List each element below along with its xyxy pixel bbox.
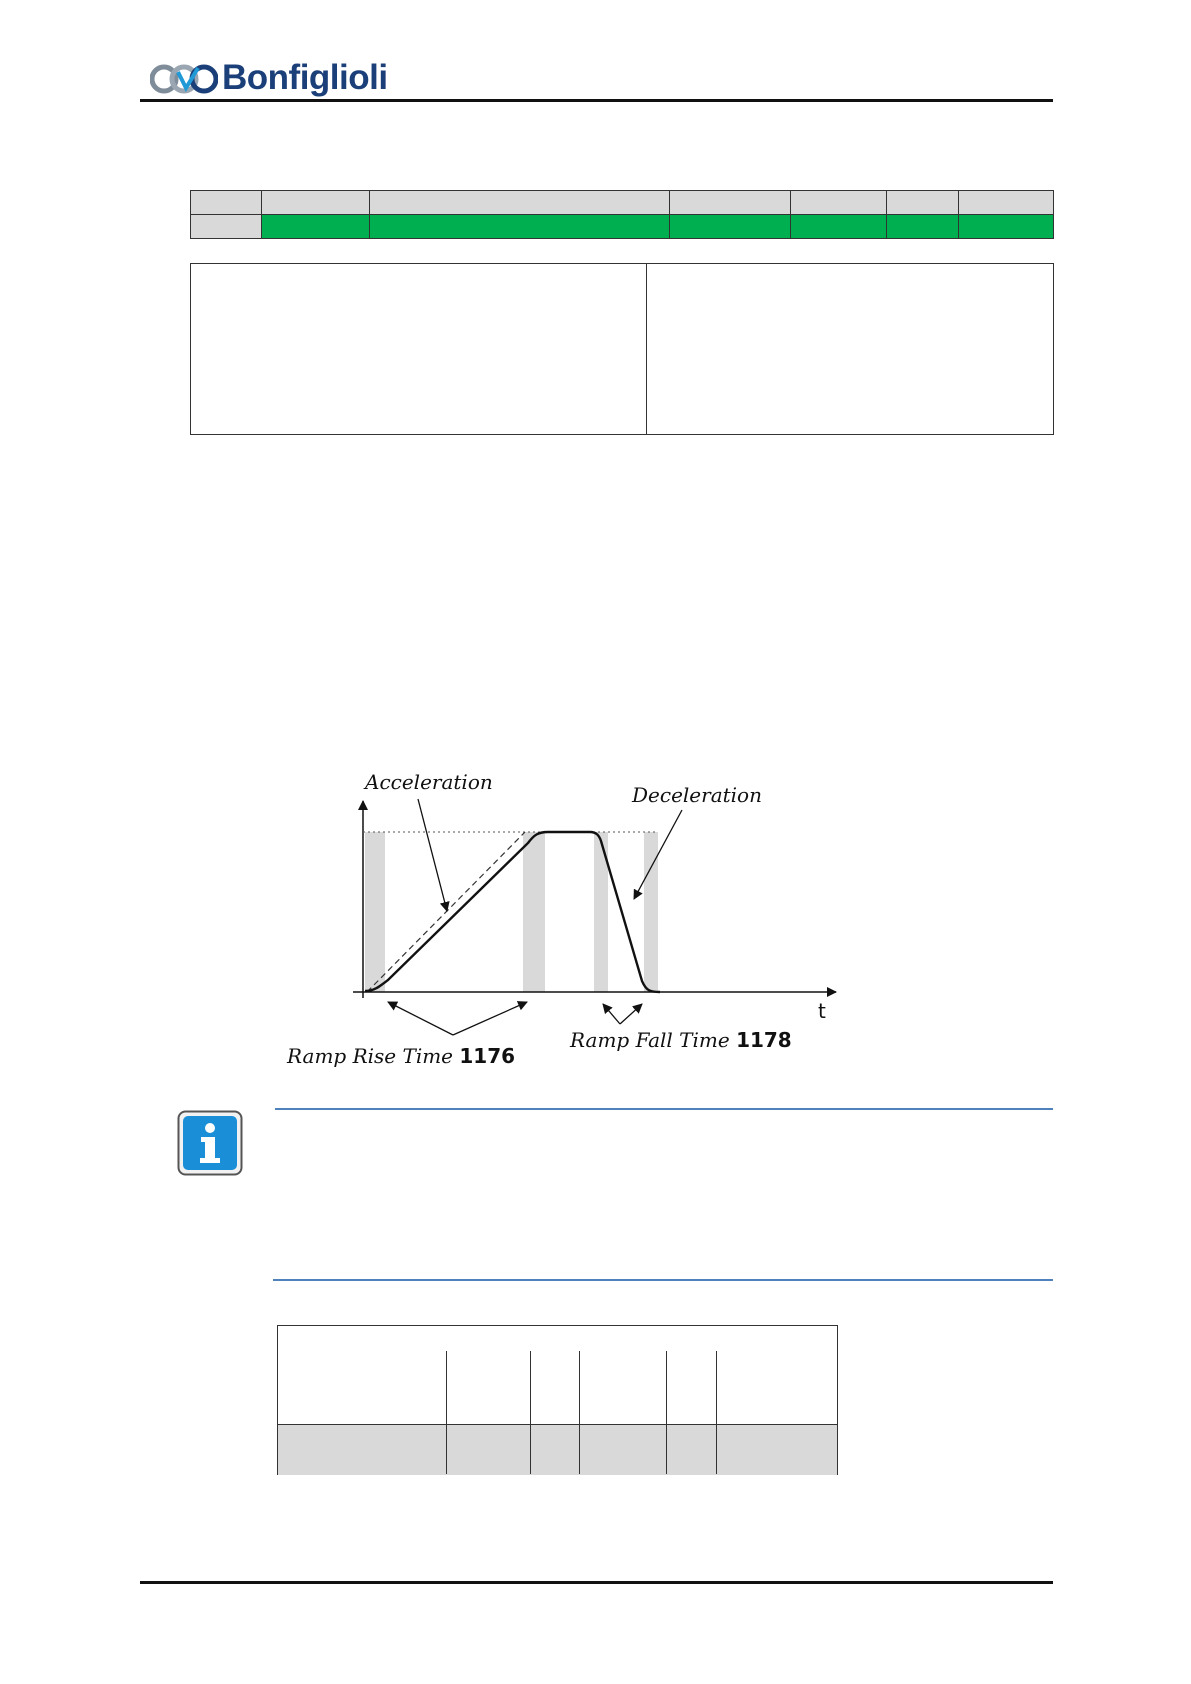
table-cell: [191, 215, 262, 239]
table-cell-active: [959, 215, 1054, 239]
table-cell-active: [670, 215, 791, 239]
shaded-band: [365, 832, 385, 992]
table-cell-active: [262, 215, 370, 239]
info-icon: [177, 1110, 243, 1176]
footer-divider: [140, 1581, 1053, 1584]
ramp-fall-param: 1178: [736, 1028, 792, 1052]
ramp-fall-caption: [569, 1028, 792, 1052]
table-row: [191, 215, 1054, 239]
table-cell: [370, 191, 670, 215]
fall-time-bracket: [620, 1004, 642, 1024]
column-divider: [446, 1351, 447, 1474]
rise-time-bracket: [453, 1002, 527, 1035]
shaded-band: [523, 832, 545, 992]
description-box: [190, 263, 1054, 435]
ramp-rise-param: 1176: [459, 1044, 516, 1068]
header-divider: [140, 99, 1053, 102]
settings-table: [277, 1325, 838, 1475]
ramp-rise-label: Ramp Rise Time: [287, 1044, 454, 1068]
table-cell-active: [370, 215, 670, 239]
column-divider: [530, 1351, 531, 1474]
table-header-row: [191, 191, 1054, 215]
note-top-rule: [275, 1108, 1053, 1110]
table-cell: [887, 191, 959, 215]
table-cell: [670, 191, 791, 215]
brand-name: Bonfiglioli: [222, 58, 388, 97]
ramp-profile-curve: [365, 832, 660, 992]
column-divider: [666, 1351, 667, 1474]
linear-ramp-line: [367, 832, 525, 992]
table-header-row: [278, 1326, 837, 1424]
table-cell: [791, 191, 887, 215]
fall-time-bracket: [603, 1004, 620, 1024]
deceleration-label: Deceleration: [632, 783, 762, 807]
table-cell: [262, 191, 370, 215]
shaded-band: [644, 832, 658, 992]
ramp-diagram: [270, 755, 870, 1075]
acceleration-label: Acceleration: [365, 770, 493, 794]
parameter-table: [190, 190, 1054, 239]
column-divider: [646, 264, 647, 434]
column-divider: [579, 1351, 580, 1474]
table-row: [278, 1424, 837, 1475]
rise-time-bracket: [388, 1002, 453, 1035]
acceleration-pointer: [418, 799, 447, 911]
time-axis-label: t: [818, 999, 826, 1023]
column-divider: [716, 1351, 717, 1474]
table-cell-active: [887, 215, 959, 239]
note-bottom-rule: [273, 1279, 1053, 1281]
ramp-fall-label: Ramp Fall Time: [570, 1028, 730, 1052]
table-cell: [191, 191, 262, 215]
bonfiglioli-rings-logo-icon: [150, 62, 218, 96]
table-cell-active: [791, 215, 887, 239]
ramp-rise-caption: [286, 1044, 515, 1068]
table-cell: [959, 191, 1054, 215]
